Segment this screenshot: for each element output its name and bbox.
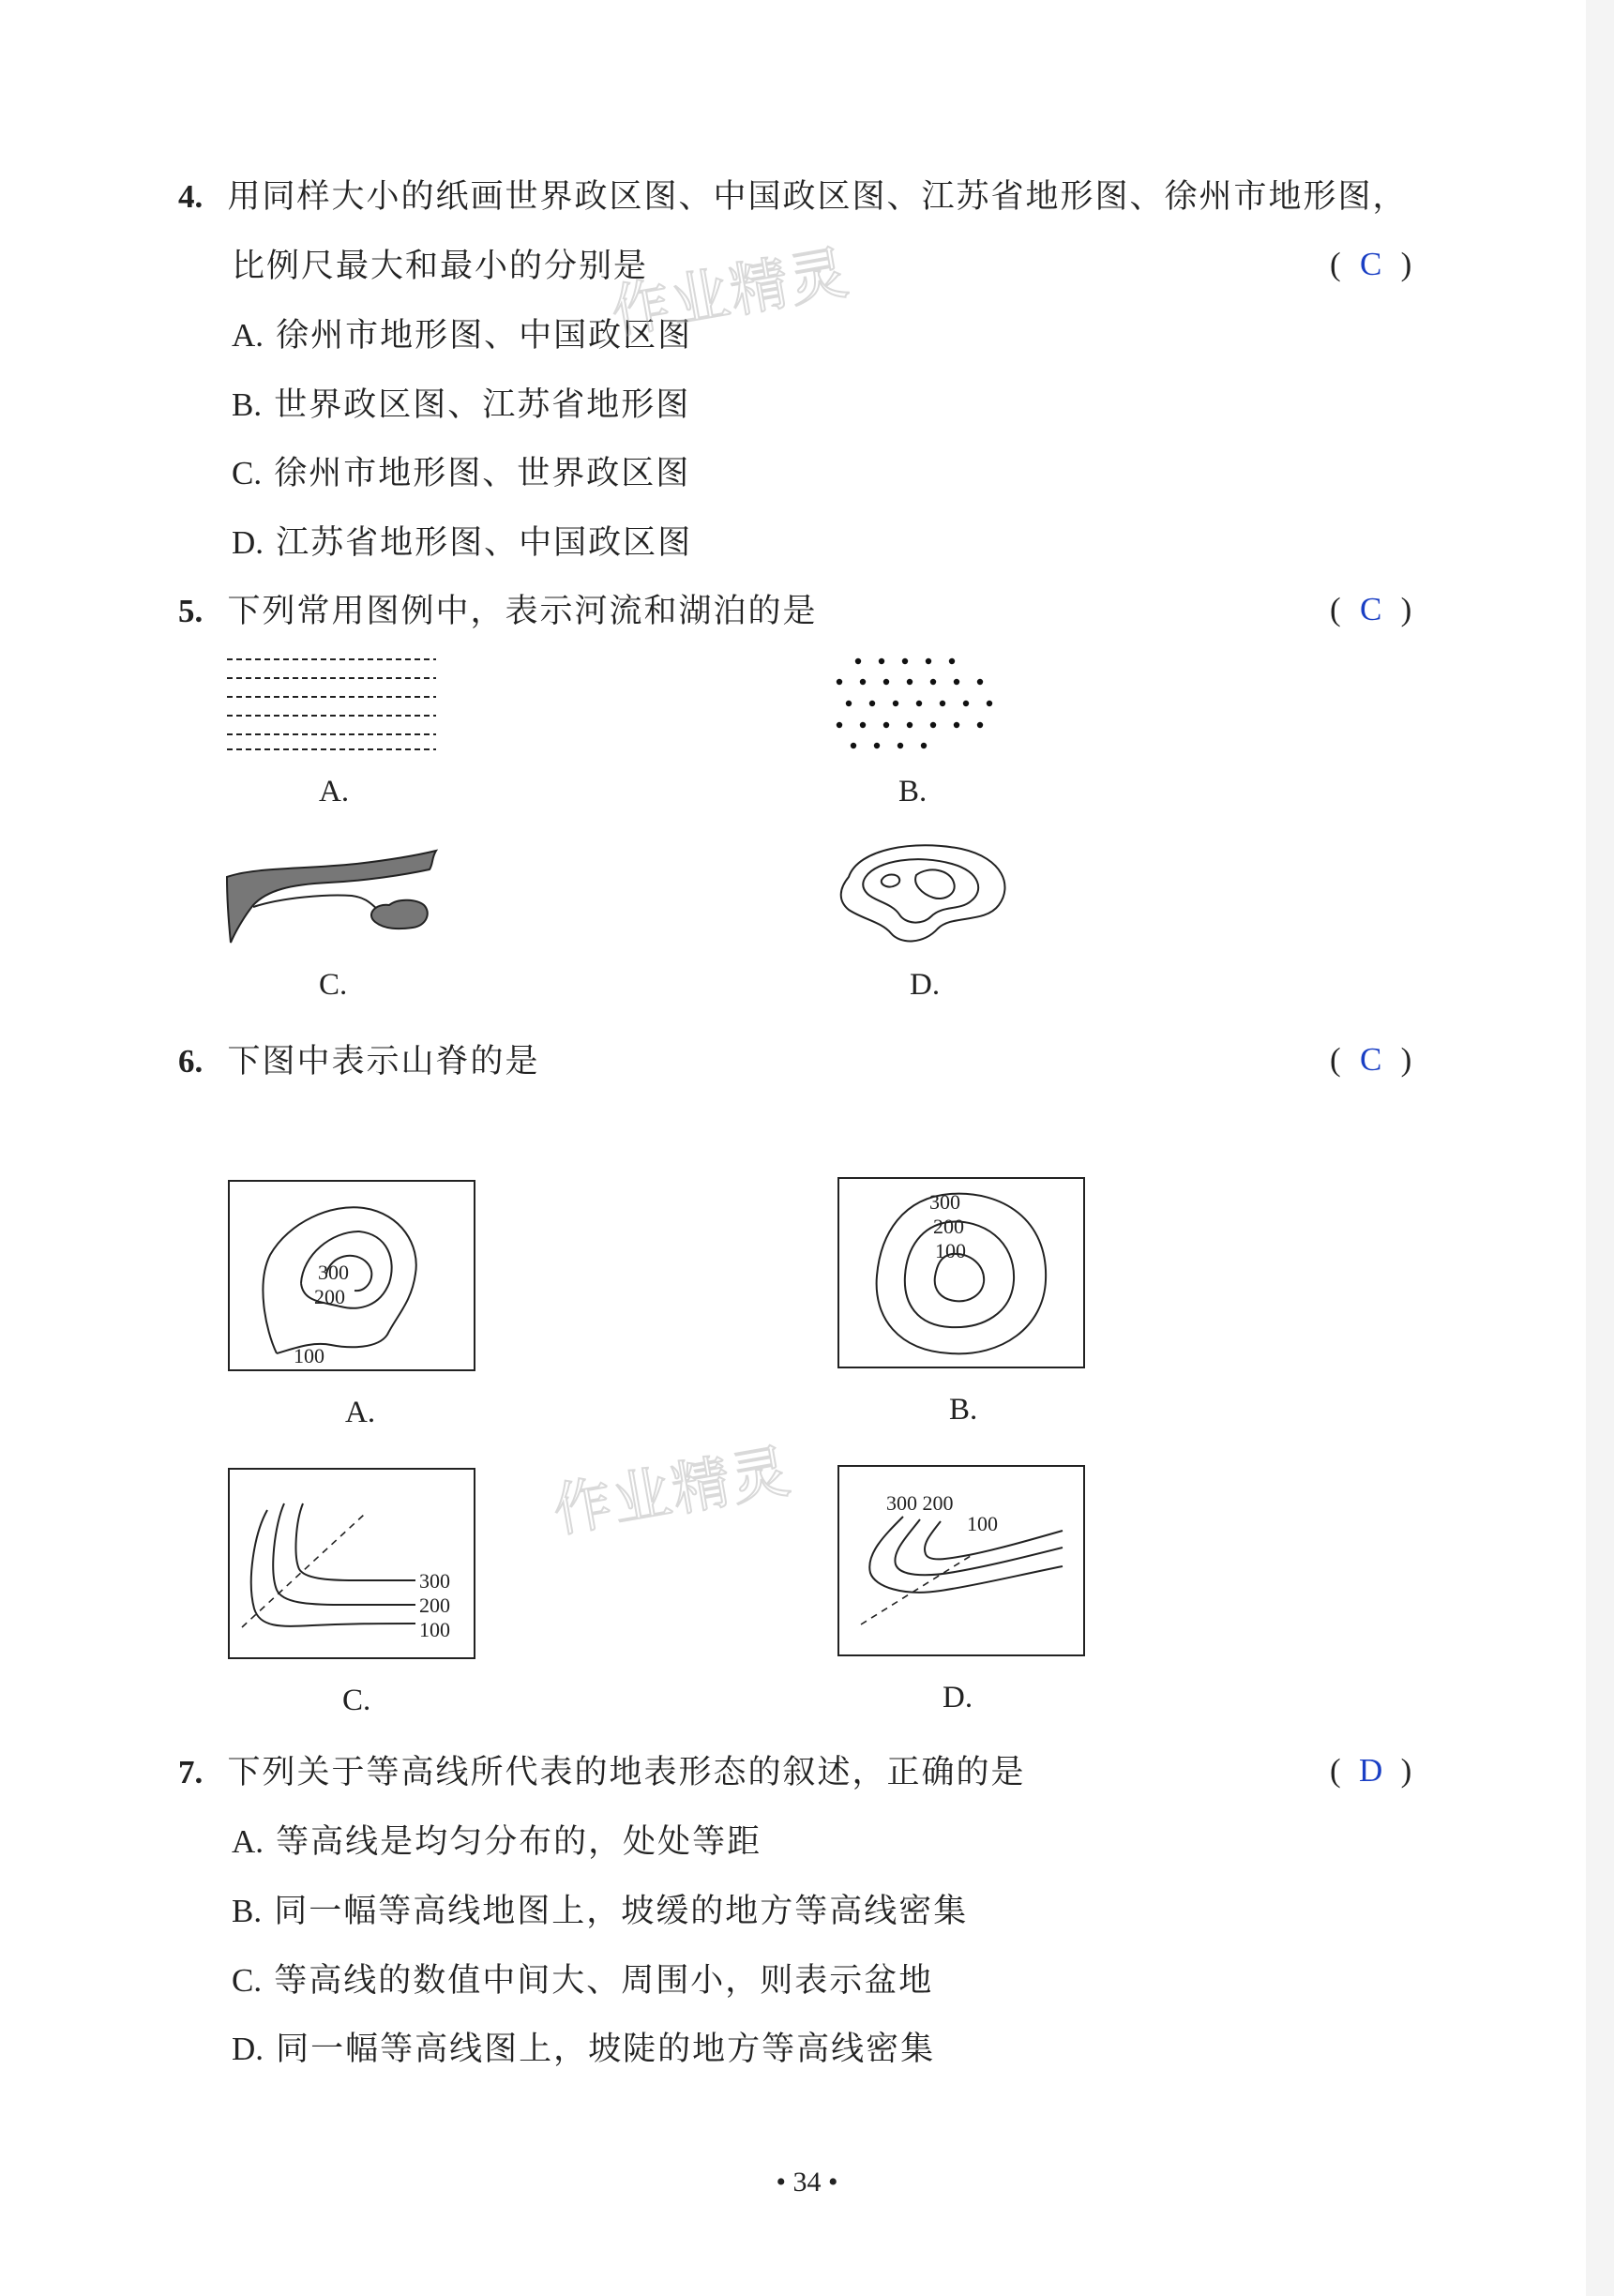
question-7-option-b: B. 同一幅等高线地图上，坡缓的地方等高线密集: [232, 1893, 969, 1930]
map-c-label-200: 200: [419, 1594, 450, 1617]
map-b-label-300: 300: [929, 1190, 960, 1214]
question-5-answer: ( C ): [1330, 589, 1411, 630]
q6-caption-a: A.: [345, 1396, 376, 1429]
question-5-stem: 5. 下列常用图例中，表示河流和湖泊的是: [178, 593, 818, 630]
q5-caption-b: B.: [898, 775, 928, 808]
contour-map-c: [228, 1468, 475, 1659]
watermark-top: 作业精灵: [606, 237, 855, 347]
question-4-answer: ( C ): [1330, 244, 1411, 285]
page-edge-shade: [1586, 0, 1614, 2296]
contour-map-d: [837, 1465, 1085, 1656]
question-4-option-d: D. 江苏省地形图、中国政区图: [232, 524, 693, 562]
legend-river-lake: [225, 849, 441, 947]
map-a-label-100: 100: [294, 1344, 324, 1367]
question-7-answer-letter: D: [1359, 1752, 1383, 1789]
question-6-stem: 6. 下图中表示山脊的是: [178, 1043, 540, 1080]
page-number: • 34 •: [776, 2167, 838, 2198]
map-a-label-300: 300: [318, 1261, 349, 1284]
question-4-option-a: A. 徐州市地形图、中国政区图: [232, 317, 693, 355]
q6-caption-c: C.: [342, 1684, 371, 1717]
watermark-middle: 作业精灵: [548, 1436, 797, 1546]
question-6-answer: ( C ): [1330, 1039, 1411, 1080]
map-d-label-100: 100: [967, 1512, 998, 1535]
q5-caption-d: D.: [910, 968, 941, 1002]
question-7-stem: 7. 下列关于等高线所代表的地表形态的叙述，正确的是: [178, 1754, 1026, 1791]
question-4-stem-line1: 4. 用同样大小的纸画世界政区图、中国政区图、江苏省地形图、徐州市地形图，: [178, 178, 1408, 216]
question-7-option-a: A. 等高线是均匀分布的，处处等距: [232, 1823, 762, 1861]
question-4-option-b: B. 世界政区图、江苏省地形图: [232, 386, 691, 424]
q5-caption-c: C.: [319, 968, 348, 1002]
question-7-answer: ( D ): [1330, 1750, 1411, 1791]
legend-contour-sketch: [830, 839, 1018, 952]
question-4-stem-line2: 比例尺最大和最小的分别是: [232, 248, 649, 285]
q6-caption-d: D.: [943, 1681, 973, 1714]
map-b-label-100: 100: [935, 1239, 966, 1262]
question-4-option-c: C. 徐州市地形图、世界政区图: [232, 455, 691, 492]
question-5-answer-letter: C: [1359, 591, 1382, 627]
legend-dot-pattern: [825, 652, 1013, 769]
q6-caption-b: B.: [949, 1393, 978, 1427]
map-c-label-100: 100: [419, 1618, 450, 1641]
question-6-answer-letter: C: [1359, 1041, 1382, 1078]
contour-map-a: [228, 1180, 475, 1371]
map-a-label-200: 200: [314, 1285, 345, 1308]
q5-caption-a: A.: [319, 775, 350, 808]
map-d-label-300-200: 300 200: [886, 1491, 954, 1515]
question-7-option-d: D. 同一幅等高线图上，坡陡的地方等高线密集: [232, 2031, 936, 2068]
contour-map-b: [837, 1177, 1085, 1368]
map-c-label-300: 300: [419, 1569, 450, 1593]
map-b-label-200: 200: [933, 1215, 964, 1238]
question-4-number: 4.: [178, 178, 204, 215]
question-4-answer-letter: C: [1359, 246, 1382, 282]
question-7-option-c: C. 等高线的数值中间大、周围小，则表示盆地: [232, 1962, 934, 2000]
legend-dashed-lines: [225, 652, 441, 755]
